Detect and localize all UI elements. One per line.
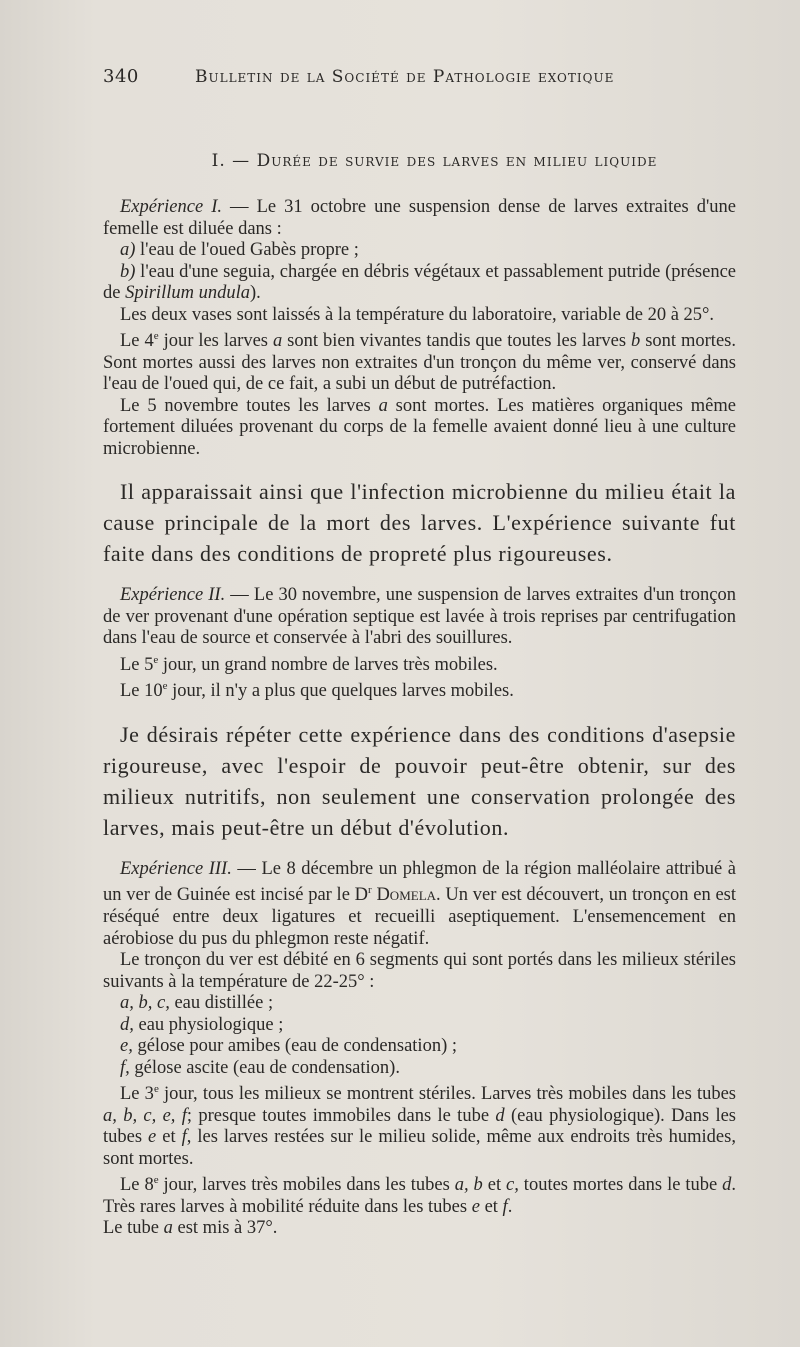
exp3-medium-d: d, eau physiologique ; [120, 1014, 284, 1035]
exp1-item-b: b) l'eau d'une seguia, chargée en débris végétaux et passablement putride (présence de Spirillum undula). [103, 261, 736, 303]
exp1-vases: Les deux vases sont laissés à la température du laboratoire, variable de 20 à 25°. [120, 304, 715, 325]
exp2-intro: Expérience II. — Le 30 novembre, une suspension de larves extraites d'un tronçon de ver provenant d'une opération septique est lavée à trois reprises par centrifugation dans l'eau de source et conservée à l'abri des souillures. [103, 585, 736, 649]
exp1-item-a: a) l'eau de l'oued Gabès propre ; [120, 240, 359, 260]
exp3-segments: Le tronçon du ver est débité en 6 segments qui sont portés dans les milieux stériles suivants à la température de 22-25° : [103, 950, 736, 992]
exp2-day10: Le 10e jour, il n'y a plus que quelques larves mobiles. [120, 680, 514, 702]
exp3-label: Expérience III. [120, 858, 232, 879]
exp2-day5: Le 5e jour, un grand nombre de larves très mobiles. [120, 653, 498, 675]
exp3-medium-f: f, gélose ascite (eau de condensation). [120, 1057, 400, 1078]
exp3-medium-abc: a, b, c, eau distillée ; [120, 993, 274, 1014]
section-heading: I. — Durée de survie des larves en milieu liquide [211, 151, 658, 171]
paragraph-infection: Il apparaissait ainsi que l'infection microbienne du milieu était la cause principale de la mort des larves. L'expérience suivante fut faite dans des conditions de propreté plus rigoureuses. [103, 479, 736, 567]
exp1-intro: Expérience I. — Le 31 octobre une suspension dense de larves extraites d'une femelle est diluée dans : [103, 197, 736, 239]
exp3-day8: Le 8e jour, larves très mobiles dans les tubes a, b et c, toutes mortes dans le tube d. Très rares larves à mobilité réduite dans les tubes e et f. [103, 1174, 737, 1217]
experiment-3 [103, 859, 736, 1240]
exp3-day3: Le 3e jour, tous les milieux se montrent stériles. Larves très mobiles dans les tubes a, b, c, e, f; presque toutes immobiles dans le tube d (eau physiologique). Dans les tubes e et f, les larves restées sur le milieu solide, même aux endroits très humides, sont mortes. [103, 1083, 736, 1169]
exp3-medium-e: e, gélose pour amibes (eau de condensation) ; [120, 1036, 458, 1057]
experiment-1 [103, 197, 736, 460]
exp2-label: Expérience II. [120, 585, 226, 606]
journal-title: Bulletin de la Société de Pathologie exotique [195, 67, 615, 87]
exp3-intro: Expérience III. — Le 8 décembre un phlegmon de la région malléolaire attribué à un ver de Guinée est incisé par le $D^r$ Domela. Un ver est découvert, un tronçon en est réséqué entre deux ligatures et recueilli aseptiquement. L'ensemencement en aérobiose du pus du phlegmon reste négatif. [103, 858, 737, 949]
exp1-nov5: Le 5 novembre toutes les larves a sont mortes. Les matières organiques même fortement diluées provenant du corps de la femelle avaient donné lieu à une culture microbienne. [103, 395, 736, 459]
experiment-2 [103, 585, 736, 703]
paragraph-asepsie: Je désirais répéter cette expérience dans des conditions d'asepsie rigoureuse, avec l'espoir de pouvoir peut-être obtenir, sur des milieux nutritifs, non seulement une conservation prolongée des larves, mais peut-être un début d'évolution. [103, 721, 736, 840]
page-number: 340 [103, 66, 139, 87]
running-head [103, 66, 736, 87]
exp1-day4: Le 4e jour les larves a sont bien vivantes tandis que toutes les larves b sont mortes. Sont mortes aussi des larves non extraites d'un tronçon du même ver, conservé dans l'eau de l'oued qui, de ce fait, a subi un début de putréfaction. [103, 330, 736, 395]
exp1-label: Expérience I. [120, 197, 223, 217]
exp3-tube: Le tube a est mis à 37°. [103, 1218, 278, 1239]
